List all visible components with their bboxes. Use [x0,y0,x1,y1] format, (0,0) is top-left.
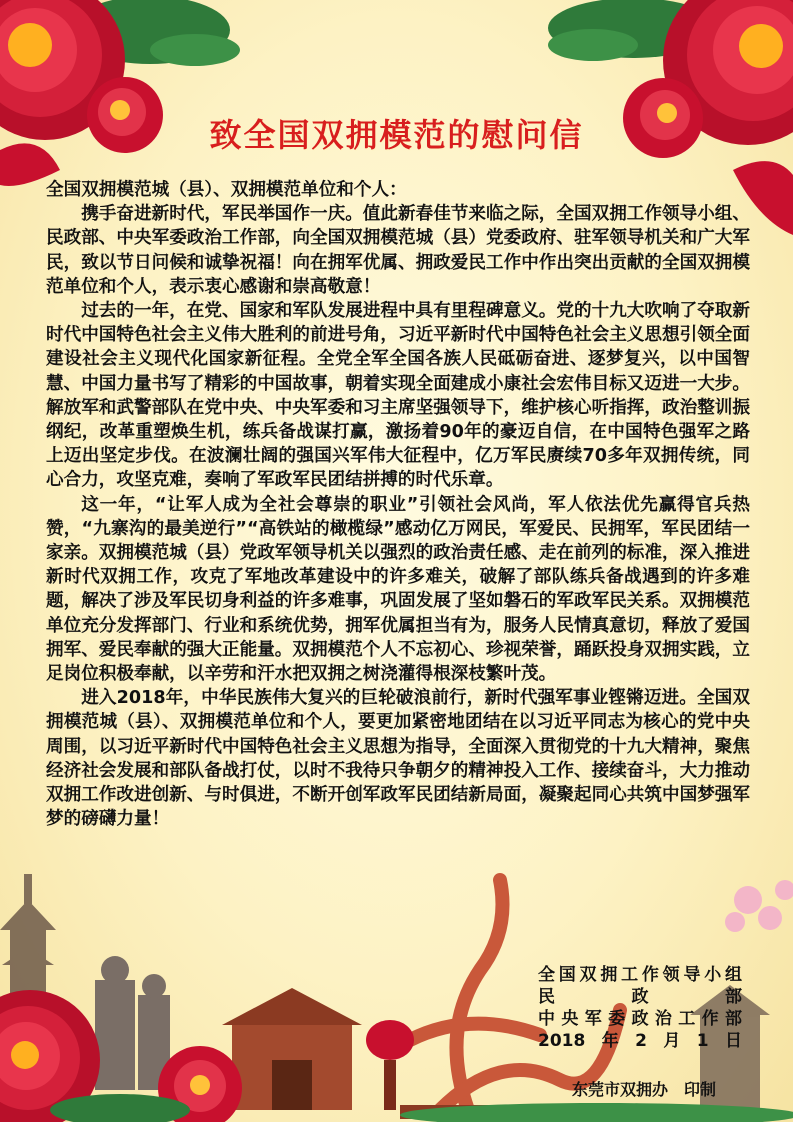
paragraph-4: 进入2018年，中华民族伟大复兴的巨轮破浪前行，新时代强军事业铿锵迈进。全国双拥模范城（县）、双拥模范单位和个人，要更加紧密地团结在以习近平同志为核心的党中央周围，以习近平新时代中国特色社会主义思想为指导，全面深入贯彻党的十九大精神，聚焦经济社会发展和部队备战打仗，以时不我待只争朝夕的精神投入工作、接续奋斗，大力推动双拥工作改进创新、与时俱进，不断开创军政军民团结新局面，凝聚起同心共筑中国梦强军梦的磅礴力量！ [46,688,750,830]
paragraph-1: 携手奋进新时代，军民举国作一庆。值此新春佳节来临之际，全国双拥工作领导小组、民政部、中央军委政治工作部，向全国双拥模范城（县）党委政府、驻军领导机关和广大军民，致以节日问候和诚挚祝福！向在拥军优属、拥政爱民工作中作出突出贡献的全国双拥模范单位和个人，表示衷心感谢和崇高敬意！ [46,204,750,297]
paragraph-2: 过去的一年，在党、国家和军队发展进程中具有里程碑意义。党的十九大吹响了夺取新时代中国特色社会主义伟大胜利的前进号角，习近平新时代中国特色社会主义思想引领全面建设社会主义现代化国家新征程。全党全军全国各族人民砥砺奋进、逐梦复兴，以中国智慧、中国力量书写了精彩的中国故事，朝着实现全面建成小康社会宏伟目标又迈进一大步。解放军和武警部队在党中央、中央军委和习主席坚强领导下，维护核心听指挥，政治整训振纲纪，改革重塑焕生机，练兵备战谋打赢，激扬着90年的豪迈自信，在中国特色强军之路上迈出坚定步伐。在波澜壮阔的强国兴军伟大征程中，亿万军民赓续70多年双拥传统，同心合力，攻坚克难，奏响了军政军民团结拼搏的时代乐章。 [46,301,750,491]
paragraph-3: 这一年，“让军人成为全社会尊崇的职业”引领社会风尚，军人依法优先赢得官兵热赞，“九寨沟的最美逆行”“高铁站的橄榄绿”感动亿万网民，军爱民、民拥军，军民团结一家亲。双拥模范城（县）党政军领导机关以强烈的政治责任感、走在前列的标准，深入推进新时代双拥工作，攻克了军地改革建设中的许多难关，破解了部队练兵备战遇到的许多难题，解决了涉及军民切身利益的许多难事，巩固发展了坚如磐石的军政军民关系。双拥模范单位充分发挥部门、行业和系统优势，拥军优属担当有为，服务人民情真意切，释放了爱国拥军、爱民奉献的强大正能量。双拥模范个人不忘初心、珍视荣誉，踊跃投身双拥实践，立足岗位积极奉献，以辛劳和汗水把双拥之树浇灌得根深枝繁叶茂。 [46,494,750,685]
signatory-1: 全国双拥工作领导小组 [538,965,742,985]
signatory-3: 中央军委政治工作部 [538,1009,742,1029]
printer-credit: 东莞市双拥办 印制 [572,1080,717,1099]
letter-body [46,178,750,831]
signatory-2: 民 政 部 [538,987,742,1007]
peony-top-left-icon [0,0,250,190]
salutation: 全国双拥模范城（县）、双拥模范单位和个人： [46,180,407,200]
signature-date: 2018年2月1日 [538,1031,742,1051]
page-title: 致全国双拥模范的慰问信 [209,116,584,154]
signature-block [538,964,742,1052]
